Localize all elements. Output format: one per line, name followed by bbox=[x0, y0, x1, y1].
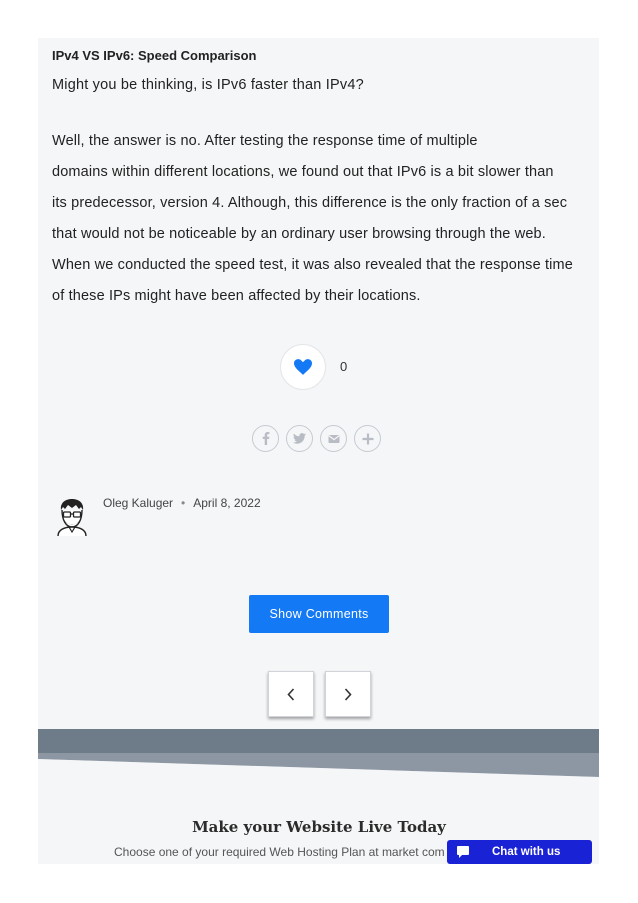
author-avatar bbox=[52, 496, 92, 536]
paragraph-line: that would not be noticeable by an ordinary user browsing through the web. bbox=[52, 226, 546, 242]
show-comments-button[interactable]: Show Comments bbox=[249, 595, 389, 633]
post-date: April 8, 2022 bbox=[193, 496, 261, 510]
email-share-button[interactable] bbox=[320, 425, 347, 452]
article-heading: IPv4 VS IPv6: Speed Comparison bbox=[52, 48, 257, 63]
chevron-right-icon bbox=[344, 688, 352, 701]
share-buttons bbox=[252, 425, 381, 452]
plus-icon bbox=[362, 433, 374, 445]
byline-separator: • bbox=[181, 496, 186, 510]
facebook-icon bbox=[262, 432, 270, 445]
footer-subtitle: Choose one of your required Web Hosting Plan at market com bbox=[114, 845, 445, 859]
like-button[interactable] bbox=[280, 344, 326, 390]
paragraph-line: of these IPs might have been affected by their locations. bbox=[52, 288, 421, 304]
more-share-button[interactable] bbox=[354, 425, 381, 452]
chat-label: Chat with us bbox=[492, 846, 561, 858]
heart-icon bbox=[294, 359, 312, 375]
twitter-share-button[interactable] bbox=[286, 425, 313, 452]
twitter-icon bbox=[293, 433, 306, 444]
author-name[interactable]: Oleg Kaluger bbox=[103, 496, 174, 510]
email-icon bbox=[328, 434, 340, 444]
footer-title: Make your Website Live Today bbox=[192, 818, 446, 836]
facebook-share-button[interactable] bbox=[252, 425, 279, 452]
author-byline bbox=[103, 496, 261, 510]
previous-post-button[interactable] bbox=[268, 671, 314, 717]
next-post-button[interactable] bbox=[325, 671, 371, 717]
chevron-left-icon bbox=[287, 688, 295, 701]
decorative-banner bbox=[38, 729, 599, 777]
paragraph-line: Well, the answer is no. After testing the response time of multiple bbox=[52, 133, 478, 149]
article-question: Might you be thinking, is IPv6 faster than IPv4? bbox=[52, 77, 364, 93]
article-paragraph bbox=[52, 126, 592, 312]
chat-bubble-icon bbox=[456, 845, 470, 859]
chat-with-us-button[interactable] bbox=[447, 840, 592, 864]
paragraph-line: When we conducted the speed test, it was also revealed that the response time bbox=[52, 257, 573, 273]
like-count: 0 bbox=[340, 359, 348, 374]
paragraph-line: domains within different locations, we found out that IPv6 is a bit slower than bbox=[52, 164, 554, 180]
paragraph-line: its predecessor, version 4. Although, this difference is the only fraction of a sec bbox=[52, 195, 568, 211]
